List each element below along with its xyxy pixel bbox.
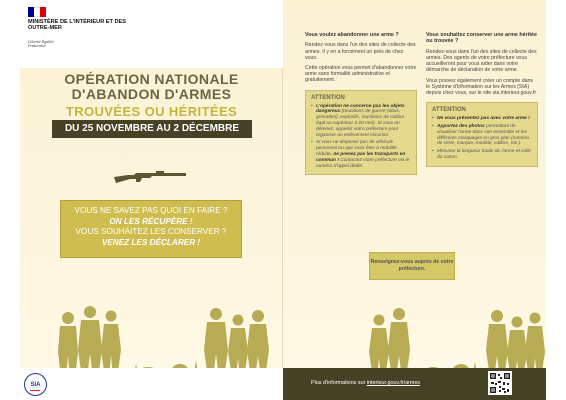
question-1: VOUS NE SAVEZ PAS QUOI EN FAIRE ? [74, 206, 228, 215]
info-page [283, 0, 546, 400]
keep-paragraph-1: Rendez-vous dans l'un des sites de collecte des armes. Des agents de votre préfecture vous accueilleront pour vous aider dans votre démarche de déclaration de votre arme. [426, 48, 537, 74]
title-line-3: TROUVÉES OU HÉRITÉES [65, 104, 238, 119]
attention-item [432, 124, 532, 147]
attention-item [432, 116, 532, 122]
abandon-paragraph-2: Cette opération vous permet d'abandonner votre arme sans formalité administrative et gratuitement. [305, 65, 417, 84]
rifle-icon [112, 168, 192, 188]
sia-logo: SIA [24, 373, 47, 396]
keep-heading: Vous souhaitez conserver une arme héritée ou trouvée ? [426, 32, 538, 45]
attention-item-text: Mesurez la longueur totale de l'arme et celle du canon. [437, 149, 531, 161]
abandon-heading: Vous voulez abandonner une arme ? [305, 32, 399, 38]
date-banner: DU 25 NOVEMBRE AU 2 DÉCEMBRE [52, 120, 252, 138]
prefecture-info-box: Renseignez-vous auprès de votre préfecture. [369, 252, 455, 280]
footer-left [20, 368, 283, 400]
abandon-paragraph-1: Rendez-vous dans l'un des sites de collecte des armes. Il y en a forcément un près de chez vous. [305, 42, 416, 61]
attention-item-bold: L'opération ne concerne pas les objets dangereux [316, 103, 405, 115]
title-line-2: D'ABANDON D'ARMES [71, 86, 232, 102]
footer-info [311, 380, 420, 386]
poster-page [20, 0, 283, 400]
footer-right [283, 368, 546, 400]
attention-item-text: Si vous ne disposez pas de véhicule personnel ou que vous êtes à mobilité réduite, [316, 140, 397, 157]
abandon-attention-box [305, 90, 417, 176]
attention-item [311, 140, 411, 169]
header-band [20, 0, 283, 68]
attention-item-text: Contactez votre préfecture via le numéro d'appel dédié. [316, 157, 410, 169]
question-2: VOUS SOUHAITEZ LES CONSERVER ? [75, 227, 227, 236]
french-flag-icon [28, 7, 46, 17]
attention-item-bold: ne prenez pas les transports en commun ! [316, 152, 406, 163]
attention-item-bold: Apportez des photos [437, 124, 485, 130]
attention-item-bold: Ne vous présentez pas avec votre arme ! [437, 116, 530, 122]
attention-title: ATTENTION [432, 107, 466, 114]
keep-column [426, 0, 538, 167]
title-line-1: OPÉRATION NATIONALE [64, 71, 239, 87]
attention-item-text: permettant de visualiser l'arme dans son ensemble et les différents marquages en gros plan (numéro de série, marque, modèle, calibre, etc.). [437, 124, 529, 147]
answer-1: ON LES RÉCUPÈRE ! [109, 216, 193, 226]
attention-item [432, 149, 532, 161]
attention-item [311, 104, 411, 139]
question-box [60, 200, 242, 258]
keep-attention-box [426, 102, 538, 167]
footer-label: Plus d'informations sur [311, 380, 367, 386]
attention-title: ATTENTION [311, 94, 345, 101]
republic-motto: Liberté Égalité Fraternité [28, 40, 54, 48]
qr-code-icon [488, 371, 512, 395]
footer-link[interactable]: interieur.gouv.fr/armes [366, 380, 421, 386]
ministry-name: MINISTÈRE DE L'INTÉRIEUR ET DES OUTRE-MER [28, 19, 126, 32]
keep-paragraph-2: Vous pouvez également créer un compte dans le Système d'Information sur les Armes (SIA) depuis chez vous, sur le site sia.interieur.gouv.fr [426, 77, 537, 97]
answer-2: VENEZ LES DÉCLARER ! [101, 237, 201, 247]
abandon-column [305, 0, 417, 175]
attention-item-text: (munitions de guerre (obus, grenades), explosifs, munitions de calibre égal ou supérieur à 20 mm). Si vous en détenez, appelez votre préfecture pour organiser un enlèvement sécurisé. [316, 109, 405, 138]
